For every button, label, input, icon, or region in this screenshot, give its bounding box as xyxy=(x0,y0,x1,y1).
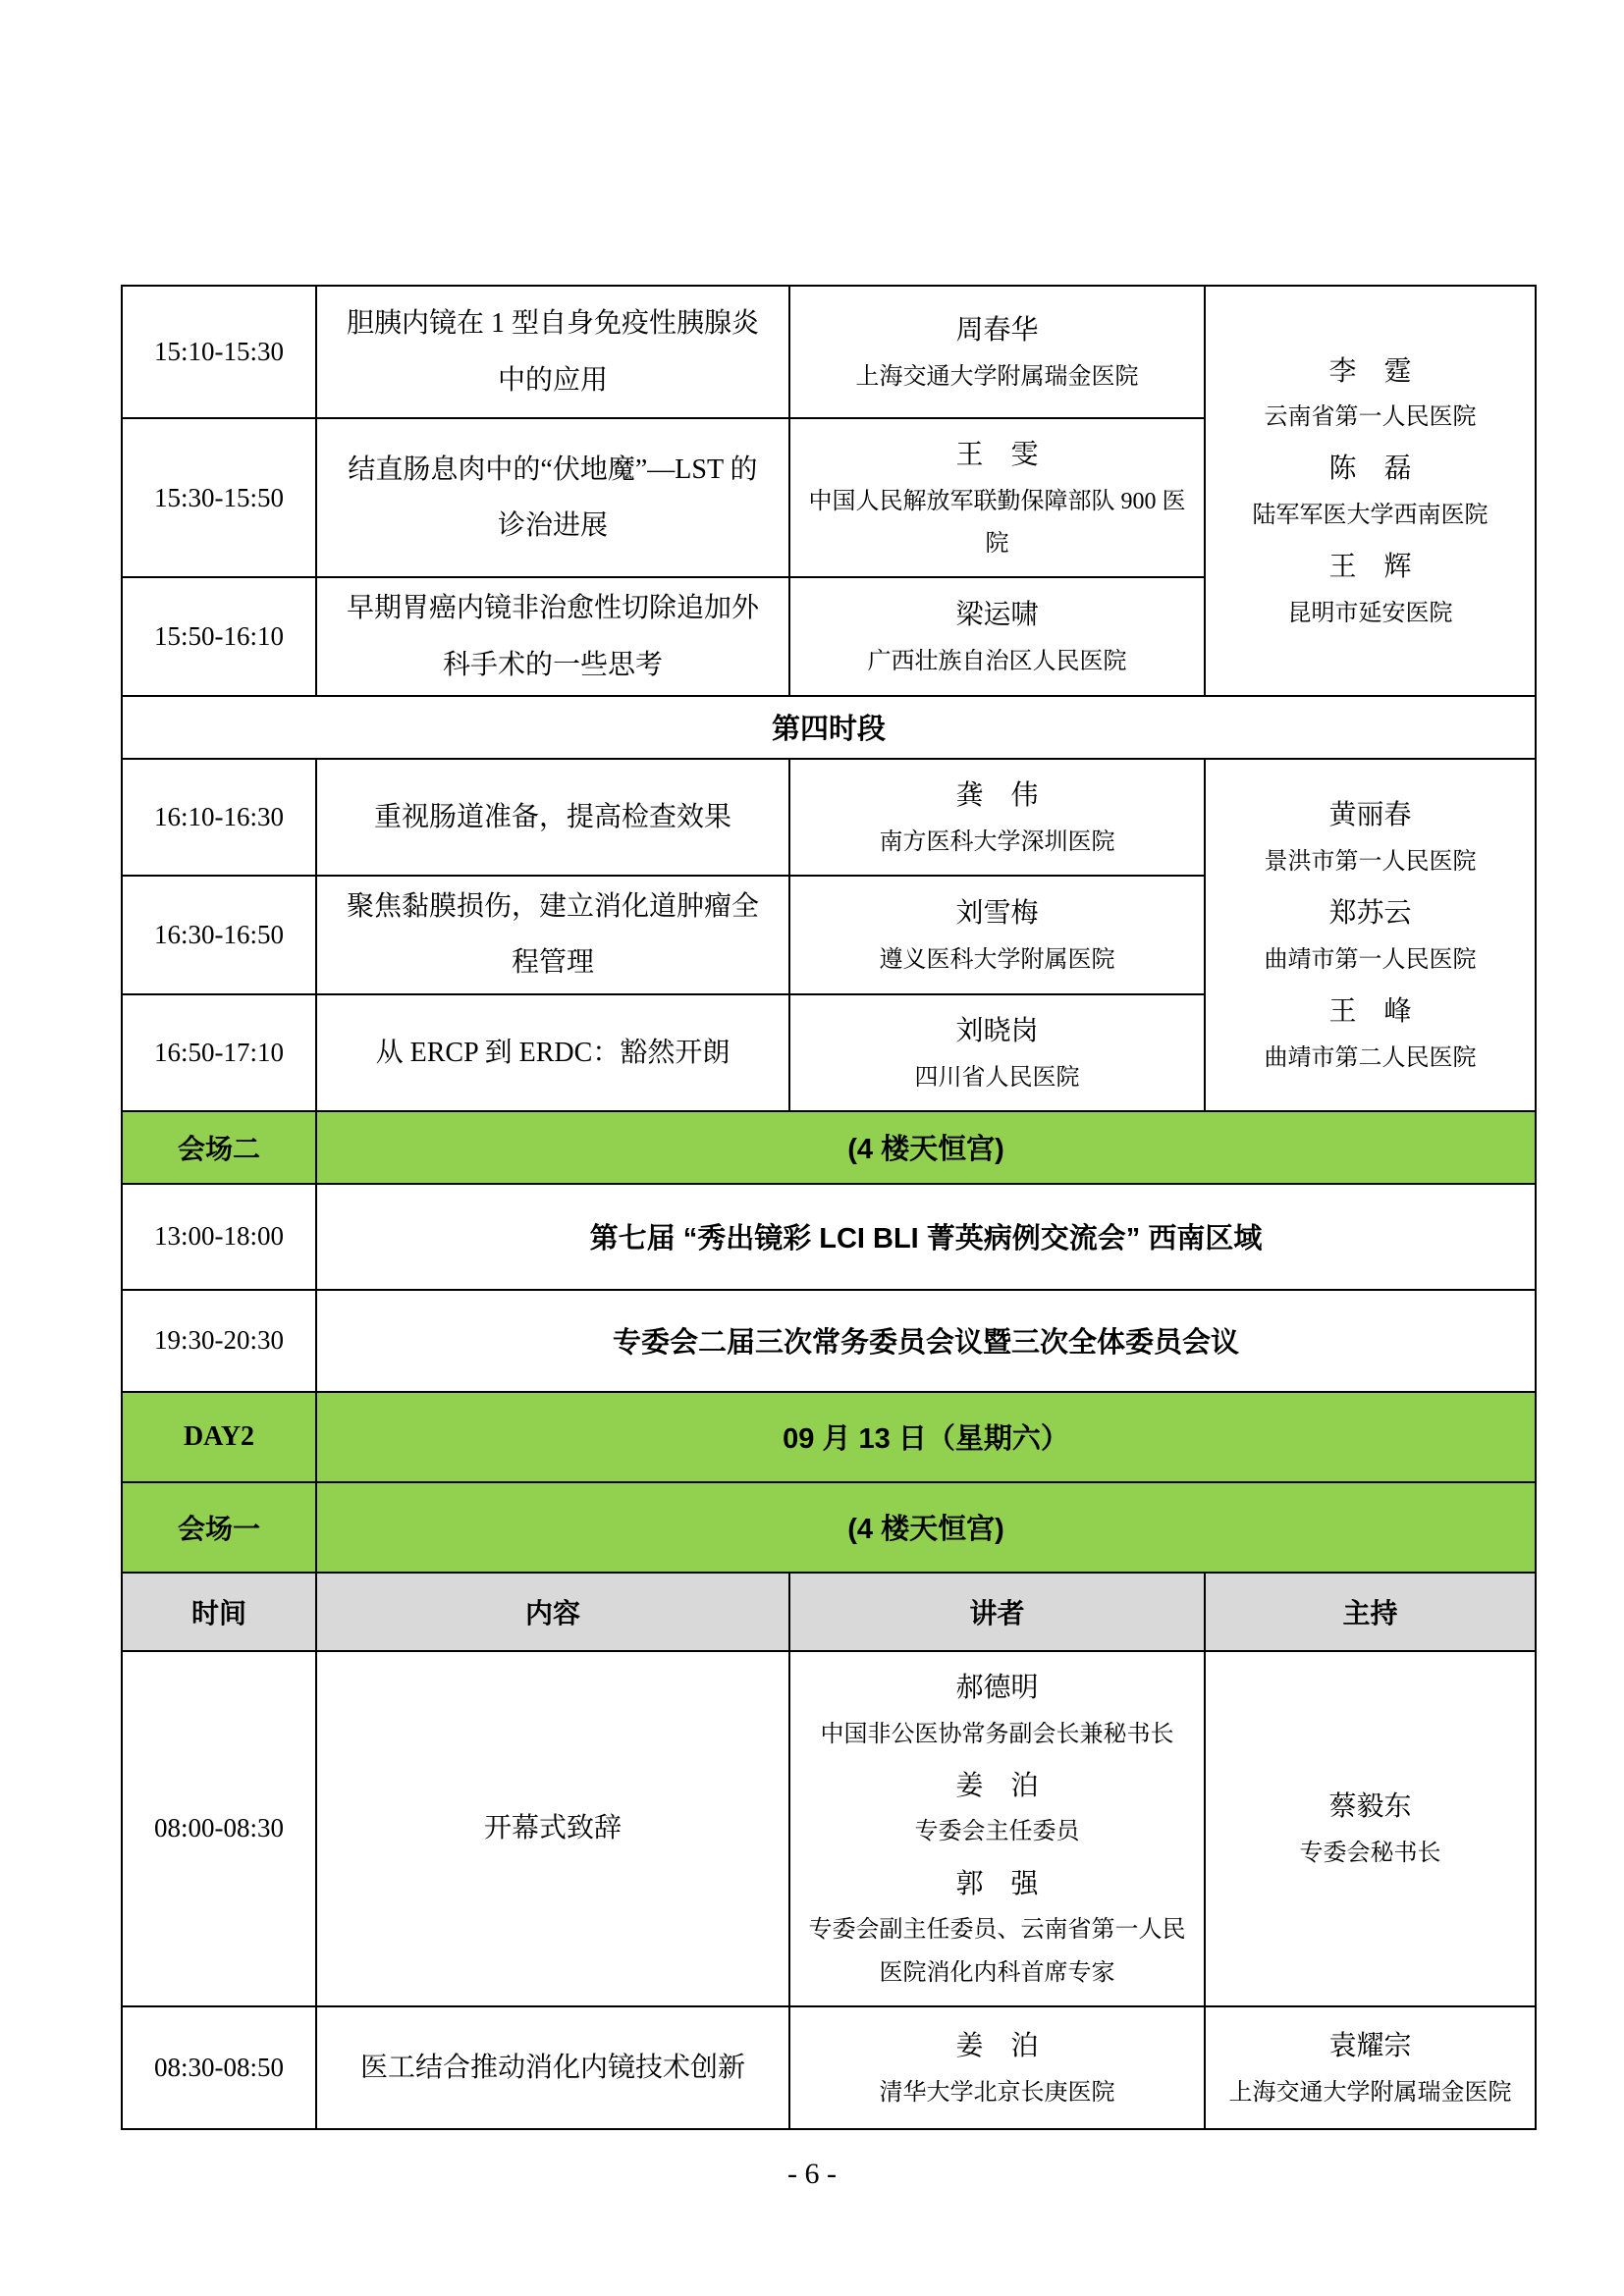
topic-cell: 聚焦黏膜损伤，建立消化道肿瘤全程管理 xyxy=(316,876,789,994)
person-organization: 四川省人民医院 xyxy=(914,1064,1080,1091)
speaker-cell xyxy=(789,418,1205,577)
topic-cell: 结直肠息肉中的“伏地魔”—LST 的诊治进展 xyxy=(316,418,789,577)
person xyxy=(1219,542,1521,635)
venue-location-cell: (4 楼天恒宫) xyxy=(316,1111,1536,1184)
person-name: 蔡毅东 xyxy=(1328,1791,1412,1823)
table-row-item xyxy=(122,2006,1536,2129)
table-row-day xyxy=(122,1392,1536,1482)
schedule-table-body xyxy=(122,286,1536,2129)
person xyxy=(1219,987,1521,1080)
chair-cell xyxy=(1205,759,1536,1111)
person-organization: 景洪市第一人民医院 xyxy=(1264,848,1477,875)
topic-cell: 胆胰内镜在 1 型自身免疫性胰腺炎中的应用 xyxy=(316,286,789,418)
time-cell: 16:30-16:50 xyxy=(122,876,316,994)
person xyxy=(1219,790,1521,883)
speaker-cell xyxy=(789,876,1205,994)
table-row-venue xyxy=(122,1111,1536,1184)
person-name: 郭 强 xyxy=(955,1868,1039,1899)
speaker-cell xyxy=(789,994,1205,1111)
venue-name-cell: 会场二 xyxy=(122,1111,316,1184)
person-organization: 云南省第一人民医院 xyxy=(1264,404,1477,431)
time-cell: 15:50-16:10 xyxy=(122,577,316,696)
speaker-cell xyxy=(789,2006,1205,2129)
table-row-item xyxy=(122,1651,1536,2006)
schedule-table xyxy=(121,285,1537,2130)
time-cell: 08:30-08:50 xyxy=(122,2006,316,2129)
speaker-cell xyxy=(789,1651,1205,2006)
topic-cell: 重视肠道准备，提高检查效果 xyxy=(316,759,789,876)
person xyxy=(804,771,1190,864)
person-name: 姜 泊 xyxy=(955,1770,1039,1801)
day-date-cell: 09 月 13 日（星期六） xyxy=(316,1392,1536,1482)
person-name: 姜 泊 xyxy=(955,2030,1039,2061)
person-name: 梁运啸 xyxy=(955,600,1039,631)
person-organization: 中国人民解放军联勤保障部队 900 医院 xyxy=(808,488,1186,557)
topic-cell: 早期胃癌内镜非治愈性切除追加外科手术的一些思考 xyxy=(316,577,789,696)
session-header-cell: 第四时段 xyxy=(122,696,1536,759)
person-name: 王 雯 xyxy=(955,440,1039,470)
chair-cell xyxy=(1205,1651,1536,2006)
table-row-item xyxy=(122,759,1536,876)
person-organization: 陆军军医大学西南医院 xyxy=(1252,503,1489,529)
person-name: 黄丽春 xyxy=(1328,799,1412,830)
time-cell: 16:10-16:30 xyxy=(122,759,316,876)
person-organization: 上海交通大学附属瑞金医院 xyxy=(855,363,1139,390)
person-organization: 专委会秘书长 xyxy=(1299,1841,1441,1867)
person xyxy=(1219,888,1521,982)
plenary-title-cell: 专委会二届三次常务委员会议暨三次全体委员会议 xyxy=(316,1290,1536,1392)
person-organization: 昆明市延安医院 xyxy=(1287,601,1453,627)
speaker-cell xyxy=(789,286,1205,418)
column-header-chair: 主持 xyxy=(1205,1573,1536,1651)
person-name: 李 霆 xyxy=(1328,355,1412,387)
time-cell: 15:30-15:50 xyxy=(122,418,316,577)
chair-cell xyxy=(1205,2006,1536,2129)
topic-cell: 从 ERCP 到 ERDC：豁然开朗 xyxy=(316,994,789,1111)
column-header-content: 内容 xyxy=(316,1573,789,1651)
column-header-speaker: 讲者 xyxy=(789,1573,1205,1651)
table-row-item xyxy=(122,286,1536,418)
table-row-colheader xyxy=(122,1573,1536,1651)
time-cell: 19:30-20:30 xyxy=(122,1290,316,1392)
person xyxy=(804,430,1190,565)
table-row-plenary xyxy=(122,1290,1536,1392)
person-organization: 专委会副主任委员、云南省第一人民医院消化内科首席专家 xyxy=(808,1917,1186,1986)
person xyxy=(1219,1782,1521,1875)
person xyxy=(804,305,1190,399)
person-organization: 清华大学北京长庚医院 xyxy=(879,2079,1115,2106)
time-cell: 16:50-17:10 xyxy=(122,994,316,1111)
person xyxy=(804,1006,1190,1099)
person-organization: 遵义医科大学附属医院 xyxy=(879,946,1115,973)
person-name: 郝德明 xyxy=(955,1672,1039,1703)
topic-cell: 医工结合推动消化内镜技术创新 xyxy=(316,2006,789,2129)
person-organization: 曲靖市第一人民医院 xyxy=(1264,946,1477,973)
time-cell: 13:00-18:00 xyxy=(122,1184,316,1290)
person-name: 刘雪梅 xyxy=(955,897,1039,929)
person xyxy=(1219,347,1521,440)
person xyxy=(1219,444,1521,537)
person xyxy=(1219,2021,1521,2114)
person xyxy=(804,888,1190,982)
person-organization: 专委会主任委员 xyxy=(914,1819,1080,1845)
person-name: 袁耀宗 xyxy=(1328,2030,1412,2061)
person-name: 周春华 xyxy=(955,315,1039,346)
person xyxy=(804,1663,1190,1756)
table-row-plenary xyxy=(122,1184,1536,1290)
person-organization: 广西壮族自治区人民医院 xyxy=(867,648,1127,674)
column-header-time: 时间 xyxy=(122,1573,316,1651)
time-cell: 15:10-15:30 xyxy=(122,286,316,418)
person-name: 郑苏云 xyxy=(1328,897,1412,929)
person xyxy=(804,2021,1190,2114)
time-cell: 08:00-08:30 xyxy=(122,1651,316,2006)
person-name: 刘晓岗 xyxy=(955,1015,1039,1046)
plenary-title-cell: 第七届 “秀出镜彩 LCI BLI 菁英病例交流会” 西南区域 xyxy=(316,1184,1536,1290)
person-name: 陈 磊 xyxy=(1328,454,1412,485)
speaker-cell xyxy=(789,577,1205,696)
person-name: 王 辉 xyxy=(1328,552,1412,583)
venue-name-cell: 会场一 xyxy=(122,1482,316,1573)
speaker-cell xyxy=(789,759,1205,876)
person xyxy=(804,590,1190,683)
person-organization: 上海交通大学附属瑞金医院 xyxy=(1228,2079,1512,2106)
person-organization: 曲靖市第二人民医院 xyxy=(1264,1044,1477,1071)
person xyxy=(804,1761,1190,1854)
person-organization: 南方医科大学深圳医院 xyxy=(879,828,1115,855)
person xyxy=(804,1859,1190,1995)
table-row-session xyxy=(122,696,1536,759)
day-label-cell: DAY2 xyxy=(122,1392,316,1482)
person-name: 龚 伟 xyxy=(955,779,1039,811)
topic-cell: 开幕式致辞 xyxy=(316,1651,789,2006)
page-number: - 6 - xyxy=(787,2158,837,2190)
venue-location-cell: (4 楼天恒宫) xyxy=(316,1482,1536,1573)
chair-cell xyxy=(1205,286,1536,696)
table-row-venue xyxy=(122,1482,1536,1573)
person-name: 王 峰 xyxy=(1328,995,1412,1027)
person-organization: 中国非公医协常务副会长兼秘书长 xyxy=(820,1721,1174,1747)
